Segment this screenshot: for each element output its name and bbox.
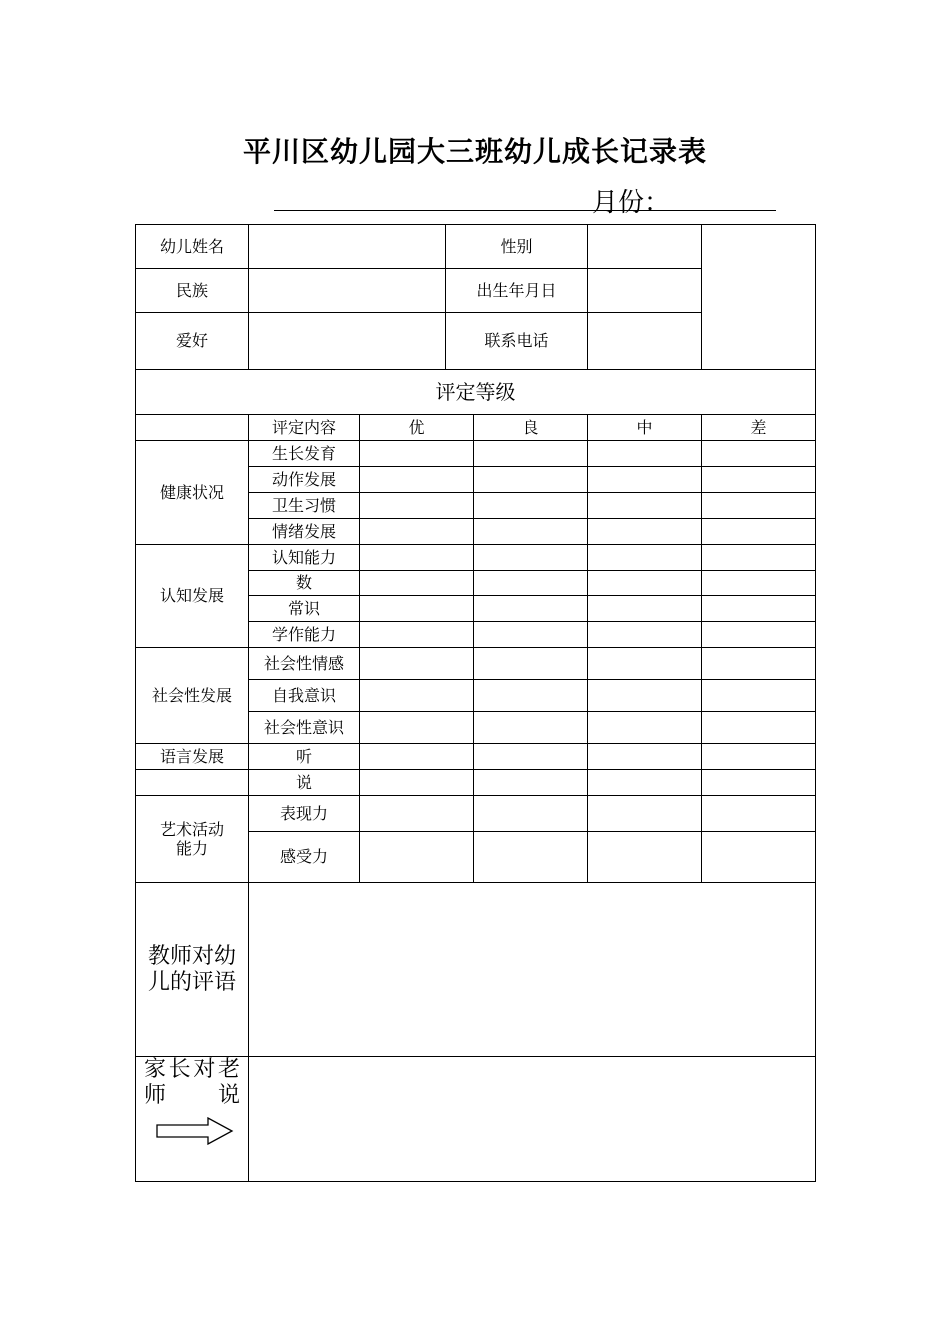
item-label: 表现力 bbox=[249, 796, 360, 832]
rating-cell[interactable] bbox=[360, 744, 474, 770]
rating-cell[interactable] bbox=[474, 832, 588, 883]
parent-comment-label bbox=[136, 1057, 249, 1182]
rating-cell[interactable] bbox=[702, 441, 816, 467]
rating-cell[interactable] bbox=[474, 493, 588, 519]
item-label: 认知能力 bbox=[249, 545, 360, 571]
rating-cell[interactable] bbox=[360, 441, 474, 467]
rating-cell[interactable] bbox=[474, 680, 588, 712]
category-label-line2: 能力 bbox=[175, 839, 208, 858]
item-label: 社会性意识 bbox=[249, 712, 360, 744]
rating-cell[interactable] bbox=[588, 770, 702, 796]
item-label: 感受力 bbox=[249, 832, 360, 883]
rating-cell[interactable] bbox=[474, 744, 588, 770]
teacher-comment-field[interactable] bbox=[249, 883, 816, 1057]
rating-cell[interactable] bbox=[588, 571, 702, 596]
rating-cell[interactable] bbox=[702, 712, 816, 744]
rating-cell[interactable] bbox=[702, 648, 816, 680]
parent-comment-line1: 家长对老 bbox=[144, 1057, 240, 1082]
rating-cell[interactable] bbox=[474, 519, 588, 545]
parent-comment-field[interactable] bbox=[249, 1057, 816, 1182]
rating-cell[interactable] bbox=[474, 622, 588, 648]
rating-cell[interactable] bbox=[702, 467, 816, 493]
rating-cell[interactable] bbox=[360, 796, 474, 832]
rating-cell[interactable] bbox=[360, 571, 474, 596]
phone-label: 联系电话 bbox=[446, 313, 588, 370]
content-header: 评定内容 bbox=[249, 415, 360, 441]
rating-cell[interactable] bbox=[360, 770, 474, 796]
name-label: 幼儿姓名 bbox=[136, 225, 249, 269]
item-label: 自我意识 bbox=[249, 680, 360, 712]
rating-cell[interactable] bbox=[474, 441, 588, 467]
category-label: 社会性发展 bbox=[136, 648, 249, 744]
rating-cell[interactable] bbox=[474, 596, 588, 622]
item-label: 说 bbox=[249, 770, 360, 796]
item-label: 动作发展 bbox=[249, 467, 360, 493]
rating-cell[interactable] bbox=[588, 712, 702, 744]
rating-cell[interactable] bbox=[702, 832, 816, 883]
growth-record-table bbox=[135, 224, 816, 1182]
rating-cell[interactable] bbox=[702, 596, 816, 622]
category-label: 语言发展 bbox=[136, 744, 249, 770]
rating-cell[interactable] bbox=[702, 770, 816, 796]
rating-cell[interactable] bbox=[702, 493, 816, 519]
rating-cell[interactable] bbox=[474, 571, 588, 596]
rating-cell[interactable] bbox=[474, 648, 588, 680]
birthdate-field[interactable] bbox=[588, 269, 702, 313]
right-arrow-icon bbox=[156, 1117, 234, 1145]
rating-cell[interactable] bbox=[360, 712, 474, 744]
item-label: 数 bbox=[249, 571, 360, 596]
rating-cell[interactable] bbox=[360, 545, 474, 571]
category-label-line1: 艺术活动 bbox=[159, 819, 224, 839]
rating-cell[interactable] bbox=[360, 519, 474, 545]
rating-cell[interactable] bbox=[360, 648, 474, 680]
category-label: 认知发展 bbox=[136, 545, 249, 648]
item-label: 情绪发展 bbox=[249, 519, 360, 545]
teacher-comment-line1: 教师对幼 bbox=[147, 943, 236, 969]
rating-cell[interactable] bbox=[588, 622, 702, 648]
rating-cell[interactable] bbox=[360, 832, 474, 883]
teacher-comment-line2: 儿的评语 bbox=[147, 969, 236, 995]
ethnicity-label: 民族 bbox=[136, 269, 249, 313]
rating-cell[interactable] bbox=[588, 832, 702, 883]
rating-cell[interactable] bbox=[474, 796, 588, 832]
rating-cell[interactable] bbox=[702, 519, 816, 545]
rating-cell[interactable] bbox=[702, 545, 816, 571]
gender-field[interactable] bbox=[588, 225, 702, 269]
rating-cell[interactable] bbox=[360, 467, 474, 493]
birthdate-label: 出生年月日 bbox=[446, 269, 588, 313]
category-blank bbox=[136, 770, 249, 796]
rating-cell[interactable] bbox=[588, 545, 702, 571]
category-label: 健康状况 bbox=[136, 441, 249, 545]
rating-cell[interactable] bbox=[588, 441, 702, 467]
rating-cell[interactable] bbox=[588, 648, 702, 680]
rating-cell[interactable] bbox=[588, 493, 702, 519]
header-blank bbox=[136, 415, 249, 441]
rating-cell[interactable] bbox=[474, 770, 588, 796]
level-header-excellent: 优 bbox=[360, 415, 474, 441]
item-label: 常识 bbox=[249, 596, 360, 622]
photo-box bbox=[702, 225, 816, 370]
rating-cell[interactable] bbox=[360, 493, 474, 519]
rating-cell[interactable] bbox=[360, 622, 474, 648]
item-label: 学作能力 bbox=[249, 622, 360, 648]
rating-cell[interactable] bbox=[702, 796, 816, 832]
hobby-field[interactable] bbox=[249, 313, 446, 370]
rating-cell[interactable] bbox=[588, 744, 702, 770]
level-header-average: 中 bbox=[588, 415, 702, 441]
rating-cell[interactable] bbox=[702, 680, 816, 712]
item-label: 卫生习惯 bbox=[249, 493, 360, 519]
rating-cell[interactable] bbox=[588, 796, 702, 832]
rating-cell[interactable] bbox=[702, 571, 816, 596]
gender-label: 性别 bbox=[446, 225, 588, 269]
rating-section-title: 评定等级 bbox=[136, 370, 816, 415]
month-underline bbox=[274, 210, 776, 211]
rating-cell[interactable] bbox=[588, 519, 702, 545]
phone-field[interactable] bbox=[588, 313, 702, 370]
item-label: 听 bbox=[249, 744, 360, 770]
name-field[interactable] bbox=[249, 225, 446, 269]
level-header-poor: 差 bbox=[702, 415, 816, 441]
rating-cell[interactable] bbox=[588, 680, 702, 712]
month-label: 月份： bbox=[592, 188, 671, 218]
rating-cell[interactable] bbox=[702, 744, 816, 770]
item-label: 社会性情感 bbox=[249, 648, 360, 680]
rating-cell[interactable] bbox=[474, 545, 588, 571]
rating-cell[interactable] bbox=[474, 467, 588, 493]
item-label: 生长发育 bbox=[249, 441, 360, 467]
rating-cell[interactable] bbox=[360, 680, 474, 712]
rating-cell[interactable] bbox=[588, 467, 702, 493]
rating-cell[interactable] bbox=[702, 622, 816, 648]
teacher-comment-label bbox=[136, 883, 249, 1057]
ethnicity-field[interactable] bbox=[249, 269, 446, 313]
parent-comment-line2: 师 说 bbox=[144, 1083, 240, 1108]
page-title: 平川区幼儿园大三班幼儿成长记录表 bbox=[242, 135, 707, 168]
rating-cell[interactable] bbox=[360, 596, 474, 622]
rating-cell[interactable] bbox=[474, 712, 588, 744]
hobby-label: 爱好 bbox=[136, 313, 249, 370]
category-label bbox=[136, 796, 249, 883]
level-header-good: 良 bbox=[474, 415, 588, 441]
rating-cell[interactable] bbox=[588, 596, 702, 622]
